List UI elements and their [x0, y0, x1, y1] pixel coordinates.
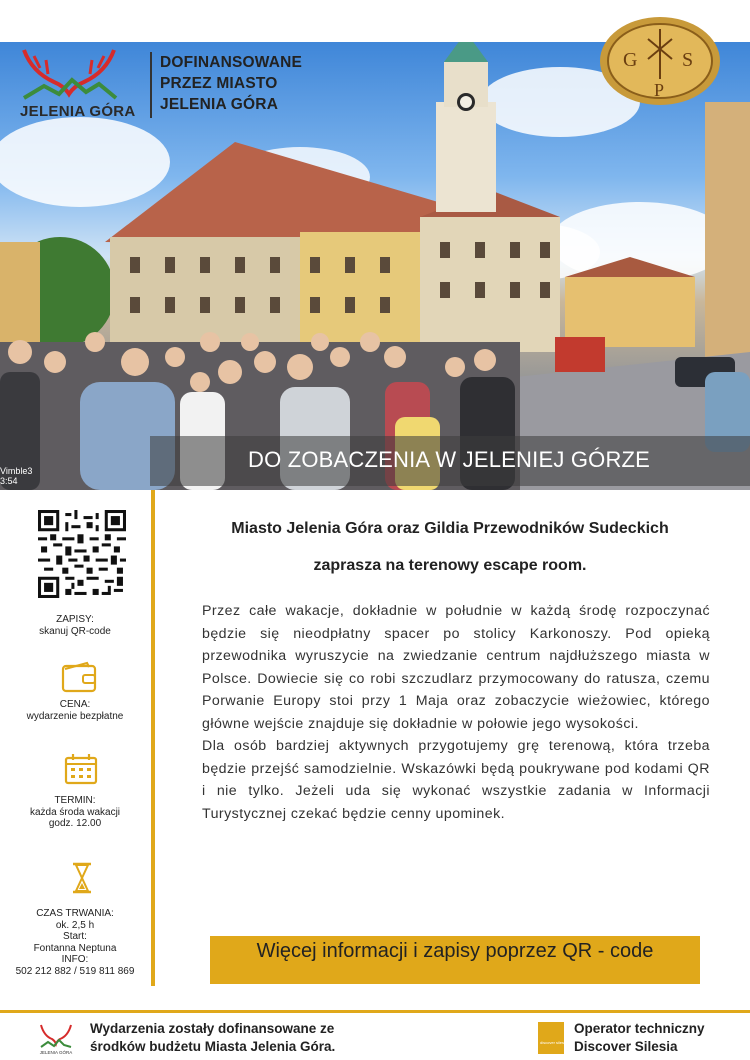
logo-text: JELENIA GÓRA: [20, 103, 136, 120]
signup-info: [0, 614, 150, 637]
seal-letter-g: G: [623, 49, 638, 71]
footer-operator-line-1: Operator techniczny: [574, 1021, 705, 1036]
watermark-line-2: 3:54: [0, 476, 18, 486]
term-info: [0, 795, 150, 830]
footer-funding-line-1: Wydarzenia zostały dofinansowane ze: [90, 1021, 335, 1036]
info-label: INFO:: [61, 954, 89, 965]
discover-silesia-logo-text: discover silesia: [540, 1040, 568, 1045]
signup-label: ZAPISY:: [56, 614, 94, 625]
main-title-line-2: zaprasza na terenowy escape room.: [313, 557, 587, 574]
term-label: TERMIN:: [54, 795, 96, 806]
funded-line-3: JELENIA GÓRA: [160, 96, 279, 113]
guild-seal: [598, 14, 723, 114]
seal-letter-s: S: [682, 49, 694, 71]
start-value: Fontanna Neptuna: [33, 942, 117, 954]
seal-icon: [598, 14, 723, 109]
start-label: Start:: [63, 931, 87, 942]
main-title-line-1: Miasto Jelenia Góra oraz Gildia Przewodników Sudeckich: [231, 520, 669, 537]
duration-info: [0, 908, 150, 977]
calendar-icon: [64, 753, 98, 785]
duration-label: CZAS TRWANIA:: [36, 908, 114, 919]
price-info: [0, 699, 150, 722]
sidebar-divider: [151, 490, 155, 986]
hourglass-icon: [72, 862, 92, 894]
seal-letter-p: P: [654, 80, 665, 100]
footer-operator-line-2: Discover Silesia: [574, 1039, 678, 1054]
price-value: wydarzenie bezpłatne: [26, 710, 124, 722]
watermark-line-1: Vimble3: [0, 466, 33, 476]
discover-silesia-logo: [538, 1022, 564, 1054]
footer-funding-line-2: środków budżetu Miasta Jelenia Góra.: [90, 1039, 336, 1054]
jelenia-gora-logo: [14, 42, 124, 107]
footer-funding: [90, 1020, 335, 1056]
photo-watermark: [0, 466, 32, 486]
term-value-1: każda środa wakacji: [29, 806, 121, 818]
footer-logo-text: JELENIA GÓRA: [39, 1050, 73, 1055]
price-label: CENA:: [59, 699, 91, 710]
footer-divider: [0, 1010, 750, 1013]
duration-value: ok. 2,5 h: [55, 919, 95, 931]
antlers-logo-icon: [14, 42, 124, 102]
term-value-2: godz. 12.00: [48, 818, 102, 829]
funded-line-1: DOFINANSOWANE: [160, 54, 303, 71]
qr-code-icon[interactable]: [38, 510, 126, 598]
description: [202, 600, 710, 825]
cta-text: Więcej informacji i zapisy poprzez QR - code: [256, 940, 654, 962]
funded-by-text: [160, 52, 302, 115]
footer-city-logo-icon: [38, 1022, 74, 1056]
footer-operator: [574, 1020, 705, 1056]
description-paragraph-1: Przez całe wakacje, dokładnie w południe w każdą środę rozpoczynać będzie się nieodpłatny spacer po stolicy Karkonoszy. Pod opieką przewodnika wyruszycie na zwiedzanie centrum najdłuższego miasta w Polsce. Dowiecie się co robi szczudlarz przymocowany do ratusza, czemu Porwanie Europy stoi przy 1 Maja oraz zobaczycie wieżowiec, którego główne wejście znajduje się dokładnie w połowie jego wysokości.: [202, 603, 710, 732]
description-paragraph-2: Dla osób bardziej aktywnych przygotujemy grę terenową, która trzeba będzie przejść samodzielnie. Wskazówki będą poukrywane pod kodami QR i nie tylko. Jeżeli uda się wykonać wszystkie zadania w Informacji Turystycznej czekać będzie cenny upominek.: [202, 738, 710, 822]
signup-value: skanuj QR-code: [39, 625, 111, 637]
wallet-icon: [61, 661, 97, 693]
funded-line-2: PRZEZ MIASTO: [160, 75, 278, 92]
info-value: 502 212 882 / 519 811 869: [15, 965, 135, 977]
logo-divider: [150, 52, 152, 118]
hero-banner-text: DO ZOBACZENIA W JELENIEJ GÓRZE: [248, 447, 651, 472]
